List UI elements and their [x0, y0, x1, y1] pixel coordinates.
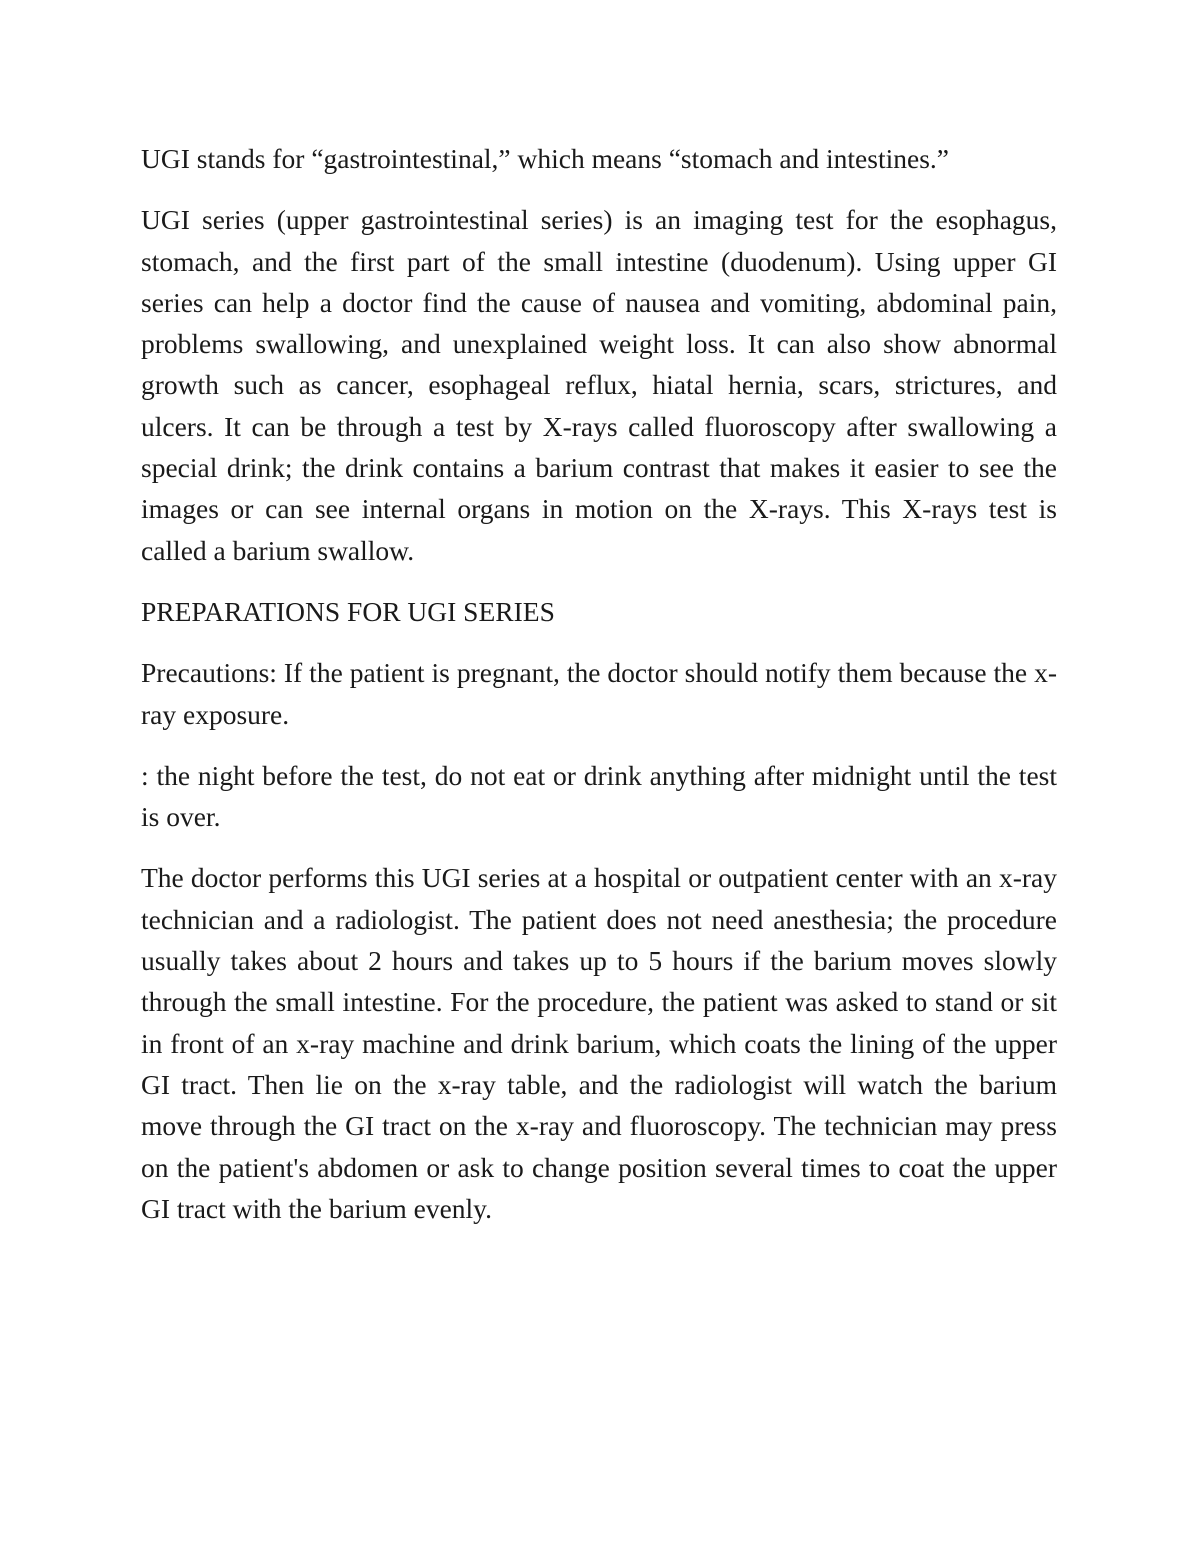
paragraph-procedure: The doctor performs this UGI series at a hospital or outpatient center with an x-ray technician and a radiologist. The patient does not need anesthesia; the procedure usually takes about 2 hours and takes up to 5 hours if the barium moves slowly through the small intestine. For the procedure, the patient was asked to stand or sit in front of an x-ray machine and drink barium, which coats the lining of the upper GI tract. Then lie on the x-ray table, and the radiologist will watch the barium move through the GI tract on the x-ray and fluoroscopy. The technician may press on the patient's abdomen or ask to change position several times to coat the upper GI tract with the barium evenly.	[141, 862, 1057, 1224]
paragraph-ugi-definition: UGI stands for “gastrointestinal,” which means “stomach and intestines.”	[141, 143, 949, 174]
section-heading-preparations: PREPARATIONS FOR UGI SERIES	[141, 595, 555, 627]
document-body	[141, 138, 1057, 1249]
paragraph-night-before: : the night before the test, do not eat or drink anything after midnight until the test is over.	[141, 759, 1057, 833]
paragraph-ugi-series-description: UGI series (upper gastrointestinal series) is an imaging test for the esophagus, stomach, and the first part of the small intestine (duodenum). Using upper GI series can help a doctor find the cause of nausea and vomiting, abdominal pain, problems swallowing, and unexplained weight loss. It can also show abnormal growth such as cancer, esophageal reflux, hiatal hernia, scars, strictures, and ulcers. It can be through a test by X-rays called fluoroscopy after swallowing a special drink; the drink contains a barium contrast that makes it easier to see the images or can see internal organs in motion on the X-rays. This X-rays test is called a barium swallow.	[141, 204, 1057, 566]
paragraph-precautions: Precautions: If the patient is pregnant, the doctor should notify them because the x-ray exposure.	[141, 657, 1057, 730]
